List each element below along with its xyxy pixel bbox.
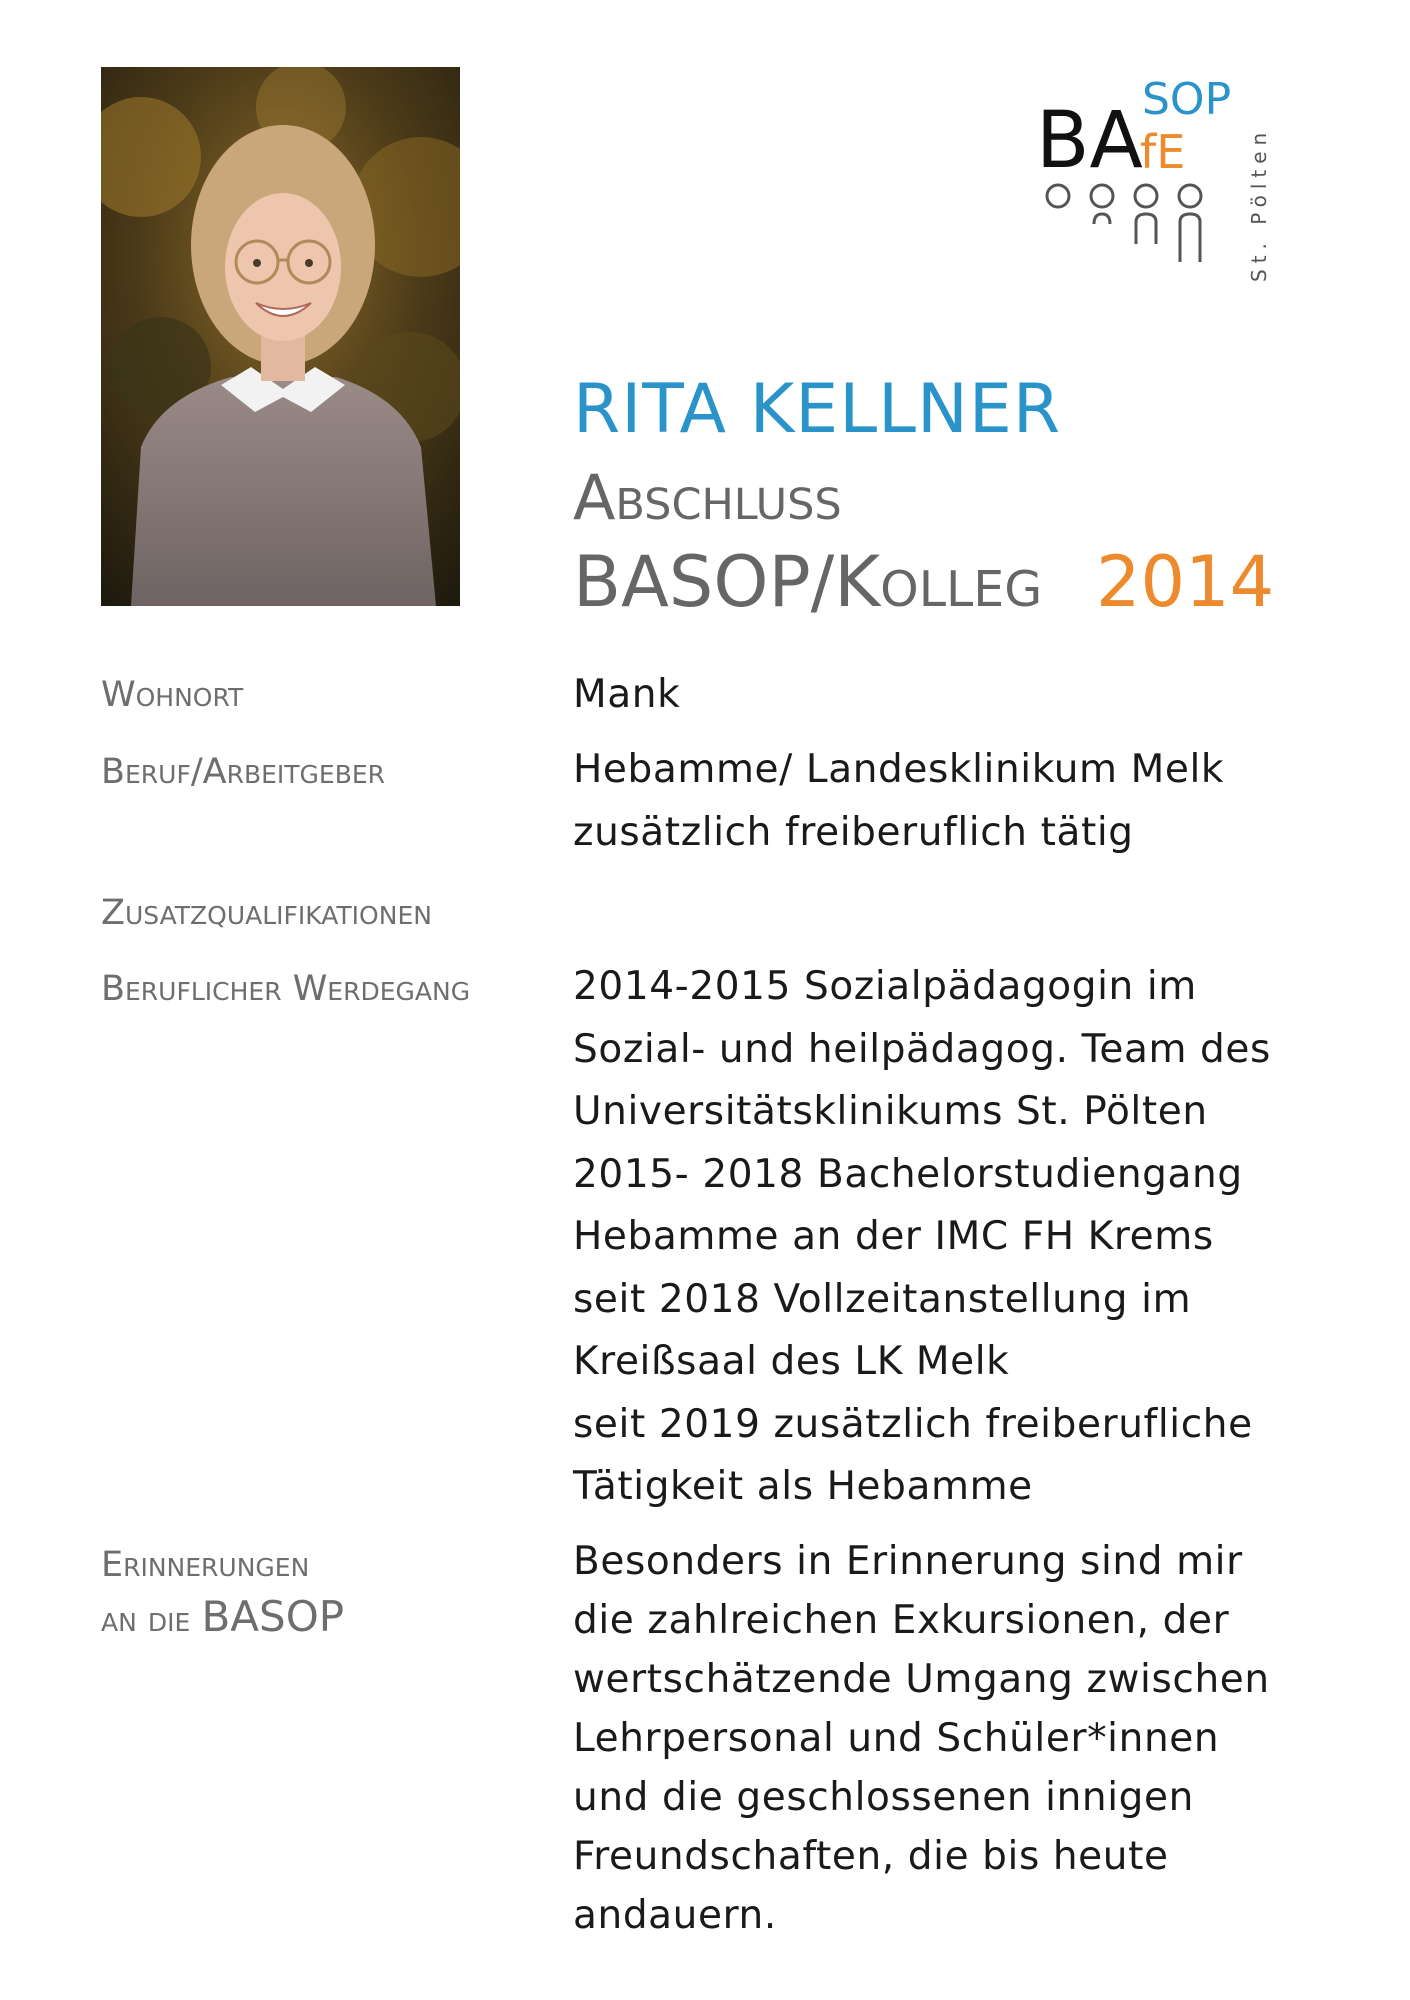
value-wohnort-text: Mank	[573, 672, 681, 717]
value-line: Tätigkeit als Hebamme	[573, 1464, 1033, 1509]
value-line: Lehrpersonal und Schüler*innen	[573, 1716, 1220, 1761]
value-werdegang	[573, 956, 1373, 1519]
value-line: wertschätzende Umgang zwischen	[573, 1657, 1270, 1702]
value-line: Kreißsaal des LK Melk	[573, 1339, 1010, 1384]
logo-letters-fe: fE	[1140, 125, 1186, 179]
value-erinnerungen	[573, 1532, 1373, 1945]
portrait-photo	[101, 67, 460, 606]
value-wohnort	[573, 664, 1373, 727]
value-line: seit 2018 Vollzeitanstellung im	[573, 1276, 1192, 1322]
value-line: Universitätsklinikums St. Pölten	[573, 1089, 1208, 1134]
label-erinnerungen-line2	[101, 1594, 344, 1643]
value-line: Besonders in Erinnerung sind mir	[573, 1539, 1243, 1584]
logo-letters-so: SOP	[1142, 74, 1232, 125]
value-line: Sozial- und heilpädagog. Team des	[573, 1026, 1271, 1072]
value-line: andauern.	[573, 1893, 777, 1938]
value-line: seit 2019 zusätzlich freiberufliche	[573, 1401, 1253, 1447]
value-line: zusätzlich freiberuflich tätig	[573, 809, 1134, 855]
graduation-year: 2014	[1096, 541, 1275, 623]
subtitle-basop-kolleg: BASOP/Kolleg	[573, 541, 1043, 623]
label-an-die: an die	[101, 1600, 202, 1640]
value-beruf	[573, 739, 1373, 864]
label-wohnort: Wohnort	[101, 675, 244, 715]
logo-letters-ba: BA	[1036, 96, 1143, 186]
label-basop: BASOP	[201, 1592, 345, 1641]
value-line: 2015- 2018 Bachelorstudiengang	[573, 1151, 1243, 1197]
logo-vertical-text: St. Pölten	[1247, 126, 1271, 282]
value-line: und die geschlossenen innigen	[573, 1775, 1194, 1820]
value-line: Freundschaften, die bis heute	[573, 1834, 1169, 1879]
subtitle-abschluss: Abschluss	[573, 461, 842, 534]
label-beruf: Beruf/Arbeitgeber	[101, 752, 386, 792]
value-line: Hebamme/ Landesklinikum Melk	[573, 747, 1225, 792]
label-zusatzqualifikationen: Zusatzqualifikationen	[101, 893, 432, 933]
label-werdegang: Beruflicher Werdegang	[101, 969, 471, 1009]
value-line: Hebamme an der IMC FH Krems	[573, 1214, 1214, 1259]
label-erinnerungen: Erinnerungen	[101, 1545, 310, 1585]
value-line: 2014-2015 Sozialpädagogin im	[573, 964, 1197, 1009]
basop-logo	[1036, 72, 1276, 292]
person-name: RITA KELLNER	[573, 370, 1062, 449]
value-line: die zahlreichen Exkursionen, der	[573, 1598, 1230, 1643]
